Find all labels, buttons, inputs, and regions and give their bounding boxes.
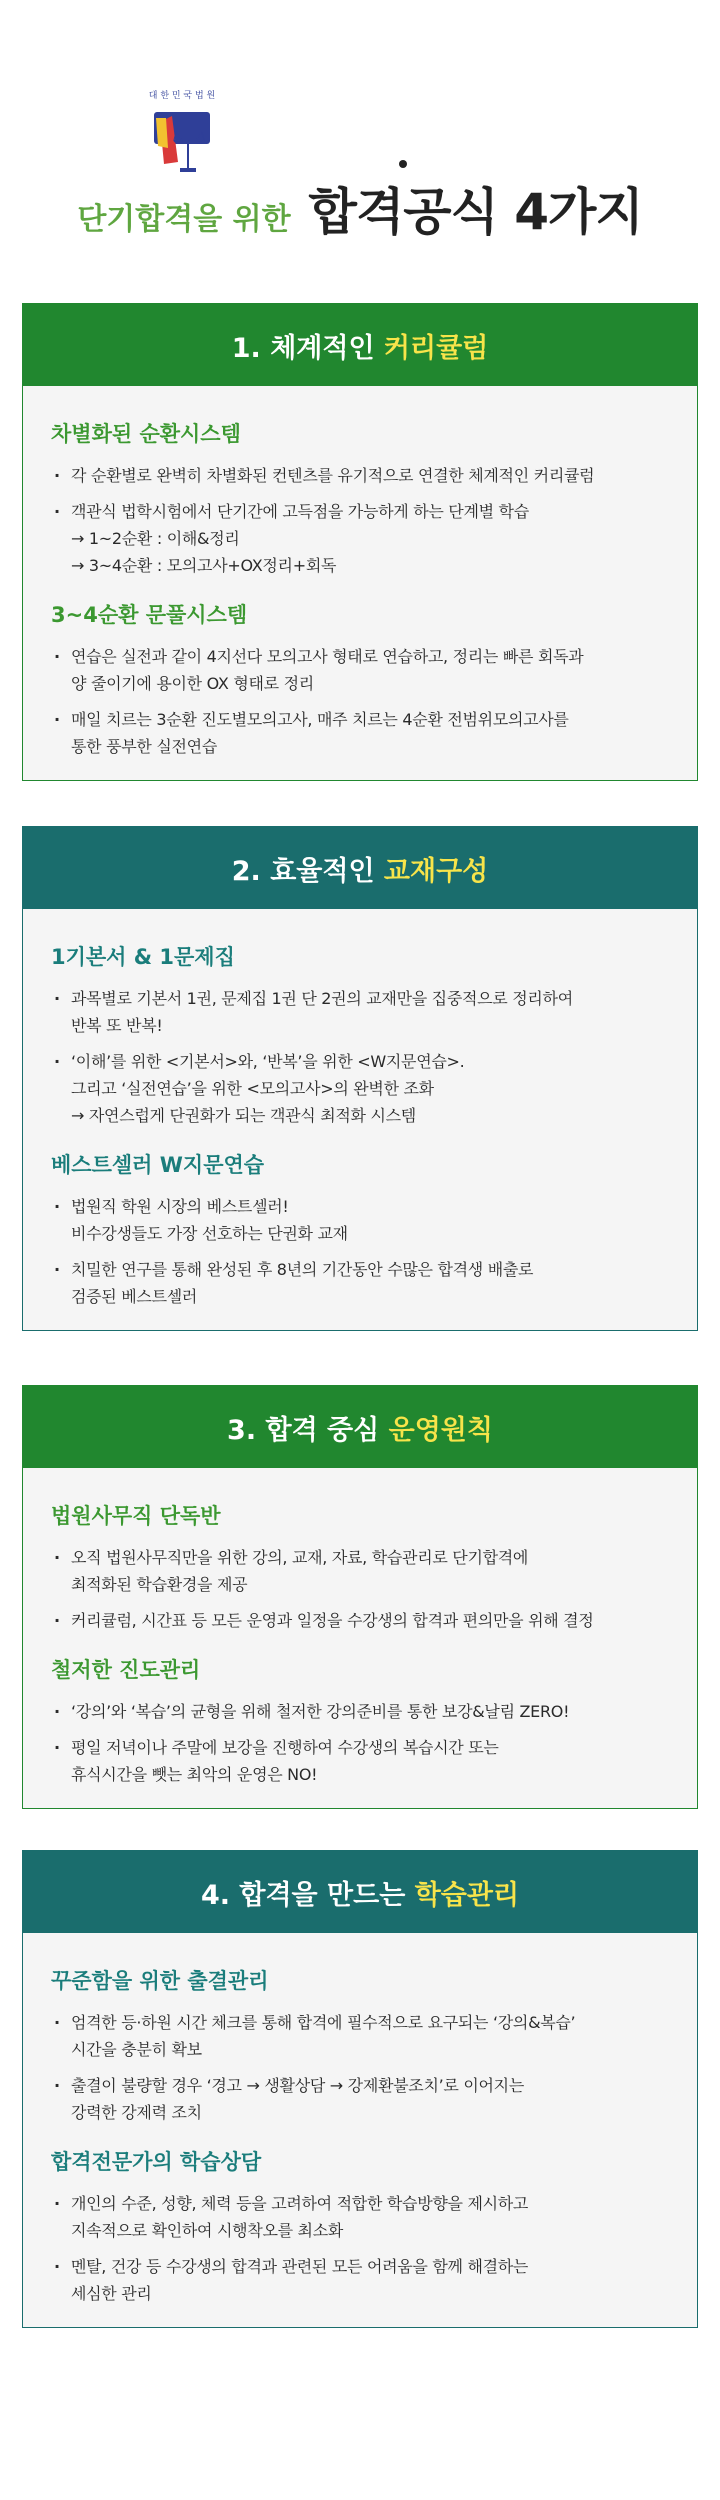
list-item	[51, 1734, 697, 1788]
card-heading-highlight: 교재구성	[383, 855, 489, 887]
list-item-line: 세심한 관리	[71, 2284, 152, 2303]
list-item	[51, 2009, 697, 2063]
card-2	[22, 826, 698, 1331]
list-item-line: · 과목별로 기본서 1권, 문제집 1권 단 2권의 교재만을 집중적으로 정리하여	[71, 989, 573, 1008]
section-title: 법원사무직 단독반	[51, 1504, 221, 1528]
title-sub: 단기합격을 위한	[77, 202, 291, 237]
card-heading	[23, 1851, 697, 1933]
list-item-line: · 오직 법원사무직만을 위한 강의, 교재, 자료, 학습관리로 단기합격에	[71, 1548, 529, 1567]
card-body	[23, 1933, 697, 2307]
list-item	[51, 1193, 697, 1247]
list-item-line: · 출결이 불량할 경우 ‘경고 → 생활상담 → 강제환불조치’로 이어지는	[71, 2076, 524, 2095]
card-body	[23, 386, 697, 760]
list-item-line: → 1~2순환 : 이해&정리	[71, 529, 240, 548]
list-item	[51, 2072, 697, 2126]
list-item-line: · 엄격한 등·하원 시간 체크를 통해 합격에 필수적으로 요구되는 ‘강의&복습’	[71, 2013, 576, 2032]
list-item-line: · 치밀한 연구를 통해 완성된 후 8년의 기간동안 수많은 합격생 배출로	[71, 1260, 534, 1279]
list-item-line: · ‘강의’와 ‘복습’의 균형을 위해 철저한 강의준비를 통한 보강&날림 ZERO!	[71, 1702, 570, 1721]
list-item	[51, 1698, 697, 1725]
list-item-line: · 매일 치르는 3순환 진도별모의고사, 매주 치르는 4순환 전범위모의고사를	[71, 710, 569, 729]
title-main-dotted: 합격공식	[309, 172, 498, 244]
title-main	[309, 183, 643, 241]
list-item-line: · 연습은 실전과 같이 4지선다 모의고사 형태로 연습하고, 정리는 빠른 회독과	[71, 647, 584, 666]
list-item-line: 그리고 ‘실전연습’을 위한 <모의고사>의 완벽한 조화	[71, 1079, 434, 1098]
bullet-list	[51, 2009, 697, 2126]
list-item-line: · 객관식 법학시험에서 단기간에 고득점을 가능하게 하는 단계별 학습	[71, 502, 529, 521]
list-item-line: · 멘탈, 건강 등 수강생의 합격과 관련된 모든 어려움을 함께 해결하는	[71, 2257, 529, 2276]
list-item-line: · 커리큘럼, 시간표 등 모든 운영과 일정을 수강생의 합격과 편의만을 위해 결정	[71, 1611, 594, 1630]
list-item-line: · 개인의 수준, 성향, 체력 등을 고려하여 적합한 학습방향을 제시하고	[71, 2194, 529, 2213]
section-title: 1기본서 & 1문제집	[51, 945, 235, 969]
bullet-list	[51, 1193, 697, 1310]
list-item	[51, 643, 697, 697]
list-item	[51, 2253, 697, 2307]
card-heading-highlight: 학습관리	[414, 1879, 520, 1911]
bullet-list	[51, 2190, 697, 2307]
list-item	[51, 1607, 697, 1634]
card-3	[22, 1385, 698, 1809]
list-item	[51, 985, 697, 1039]
card-heading-number: 2. 효율적인	[231, 855, 384, 887]
list-item-line: 휴식시간을 뺏는 최악의 운영은 NO!	[71, 1765, 318, 1784]
bullet-list	[51, 643, 697, 760]
list-item-line: 지속적으로 확인하여 시행착오를 최소화	[71, 2221, 344, 2240]
list-item	[51, 498, 697, 579]
list-item-line: 강력한 강제력 조치	[71, 2103, 202, 2122]
card-heading-number: 4. 합격을 만드는	[200, 1879, 415, 1911]
logo-text: 대 한 민 국 법 원	[148, 91, 216, 101]
list-item-line: 검증된 베스트셀러	[71, 1287, 198, 1306]
list-item-line: → 자연스럽게 단권화가 되는 객관식 최적화 시스템	[71, 1106, 416, 1125]
card-body	[23, 1468, 697, 1788]
card-heading-highlight: 커리큘럼	[383, 332, 489, 364]
card-4	[22, 1850, 698, 2328]
list-item-line: 통한 풍부한 실전연습	[71, 737, 217, 756]
card-body	[23, 909, 697, 1310]
page-title	[0, 172, 720, 244]
list-item	[51, 706, 697, 760]
list-item-line: · 평일 저녁이나 주말에 보강을 진행하여 수강생의 복습시간 또는	[71, 1738, 499, 1757]
card-heading-number: 1. 체계적인	[231, 332, 384, 364]
section-title: 3~4순환 문풀시스템	[51, 603, 248, 627]
list-item	[51, 1048, 697, 1129]
list-item	[51, 462, 697, 489]
list-item-line: · 법원직 학원 시장의 베스트셀러!	[71, 1197, 289, 1216]
card-heading	[23, 1386, 697, 1468]
list-item-line: 비수강생들도 가장 선호하는 단권화 교재	[71, 1224, 348, 1243]
card-heading	[23, 827, 697, 909]
bullet-list	[51, 462, 697, 579]
card-heading-highlight: 운영원칙	[388, 1414, 493, 1446]
list-item-line: 반복 또 반복!	[71, 1016, 163, 1035]
list-item-line: 최적화된 학습환경을 제공	[71, 1575, 248, 1594]
list-item-line: → 3~4순환 : 모의고사+OX정리+회독	[71, 556, 337, 575]
list-item	[51, 1256, 697, 1310]
card-heading	[23, 304, 697, 386]
bullet-list	[51, 985, 697, 1129]
bullet-list	[51, 1544, 697, 1634]
card-1	[22, 303, 698, 781]
section-title: 꾸준함을 위한 출결관리	[51, 1969, 269, 1993]
section-title: 베스트셀러 W지문연습	[51, 1153, 265, 1177]
section-title: 차별화된 순환시스템	[51, 422, 241, 446]
bullet-list	[51, 1698, 697, 1788]
section-title: 철저한 진도관리	[51, 1658, 201, 1682]
list-item-line: · ‘이해’를 위한 <기본서>와, ‘반복’을 위한 <W지문연습>.	[71, 1052, 465, 1071]
list-item	[51, 2190, 697, 2244]
list-item	[51, 1544, 697, 1598]
card-heading-number: 3. 합격 중심	[227, 1414, 389, 1446]
section-title: 합격전문가의 학습상담	[51, 2150, 262, 2174]
list-item-line: 시간을 충분히 확보	[71, 2040, 202, 2059]
list-item-line: 양 줄이기에 용이한 OX 형태로 정리	[71, 674, 314, 693]
list-item-line: · 각 순환별로 완벽히 차별화된 컨텐츠를 유기적으로 연결한 체계적인 커리큘럼	[71, 466, 595, 485]
title-main-rest: 4가지	[497, 183, 643, 241]
